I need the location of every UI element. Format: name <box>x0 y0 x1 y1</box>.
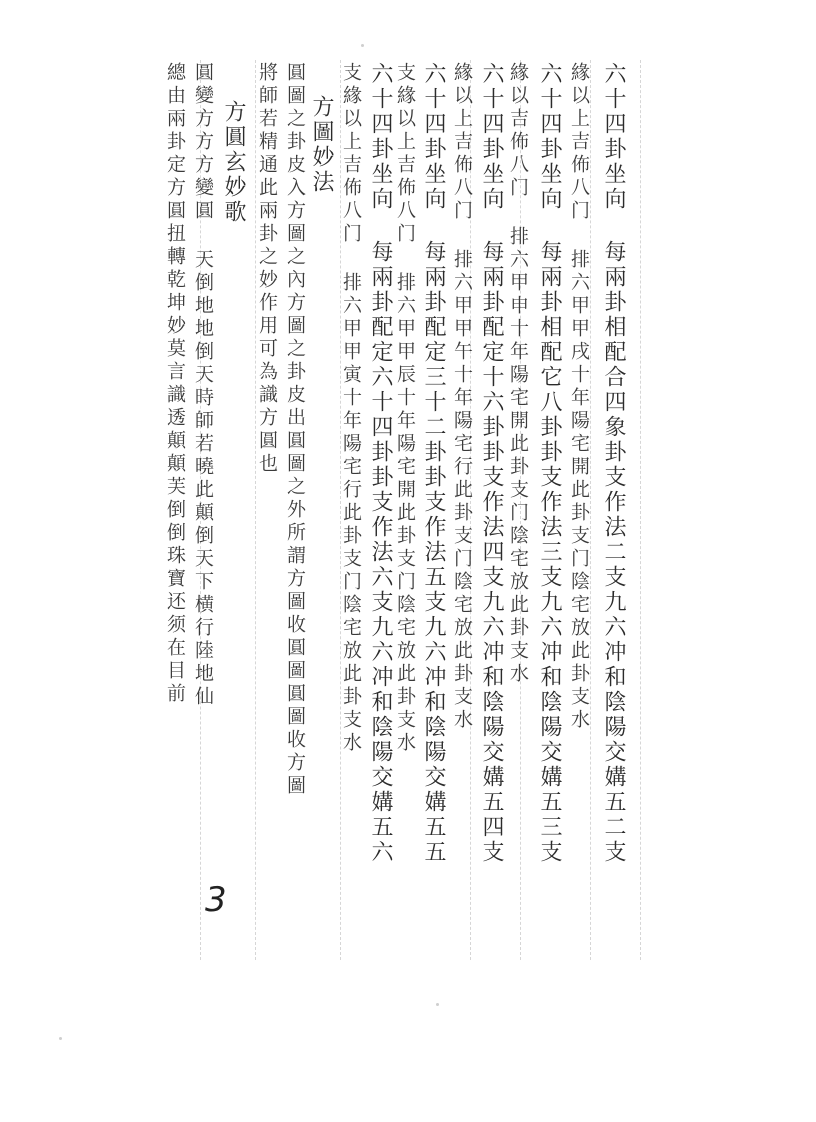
text-column-12: 圓圖之卦皮入方圖之內方圖之卦皮出圓圖之外所謂方圖收圓圖圓圖收方圖 <box>284 62 306 798</box>
text-column-5: 六十四卦坐向 每兩卦配定十六卦卦支作法四支九六冲和陰陽交媾五四支 <box>479 62 504 865</box>
text-column-1: 六十四卦坐向 每兩卦相配合四象卦支作法二支九六冲和陰陽交媾五二支 <box>601 62 626 865</box>
paper-speck <box>361 44 364 47</box>
text-column-16: 總由兩卦定方圓扭轉乾坤妙莫言識透顛顛芙倒倒珠寶还须在目前 <box>164 62 186 706</box>
text-column-10: 支緣以上吉佈八门 排六甲甲寅十年陽宅行此卦支门陰宅放此卦支水 <box>340 62 362 755</box>
text-column-9: 六十四卦坐向 每兩卦配定六十四卦卦支作法六支九六冲和陰陽交媾五六 <box>368 62 393 865</box>
rule-line <box>640 60 641 960</box>
paper-speck <box>436 1003 439 1006</box>
page-number: 3 <box>205 880 227 920</box>
text-column-7: 六十四卦坐向 每兩卦配定三十二卦卦支作法五支九六冲和陰陽交媾五五 <box>421 62 446 865</box>
text-column-8: 支緣以上吉佈八门 排六甲甲辰十年陽宅開此卦支门陰宅放此卦支水 <box>394 62 416 755</box>
text-column-13: 將師若精通此兩卦之妙作用可為識方圓也 <box>256 62 278 476</box>
text-column-6: 緣以上吉佈八门 排六甲甲午十年陽宅行此卦支门陰宅放此卦支水 <box>451 62 473 732</box>
text-column-15: 圓變方方方變圓 天倒地地倒天時師若曉此顛倒天下横行陸地仙 <box>192 62 214 709</box>
text-column-3: 六十四卦坐向 每兩卦相配它八卦卦支作法三支九六冲和陰陽交媾五三支 <box>537 62 562 865</box>
section-heading: 方圖妙法 <box>309 95 334 195</box>
text-column-2: 緣以上吉佈八门 排六甲甲戌十年陽宅開此卦支门陰宅放此卦支水 <box>568 62 590 732</box>
text-column-4: 緣以吉佈八门 排六甲申十年陽宅開此卦支门陰宅放此卦支水 <box>507 62 529 686</box>
poem-heading: 方圓玄妙歌 <box>221 100 246 225</box>
paper-speck <box>59 1037 62 1040</box>
